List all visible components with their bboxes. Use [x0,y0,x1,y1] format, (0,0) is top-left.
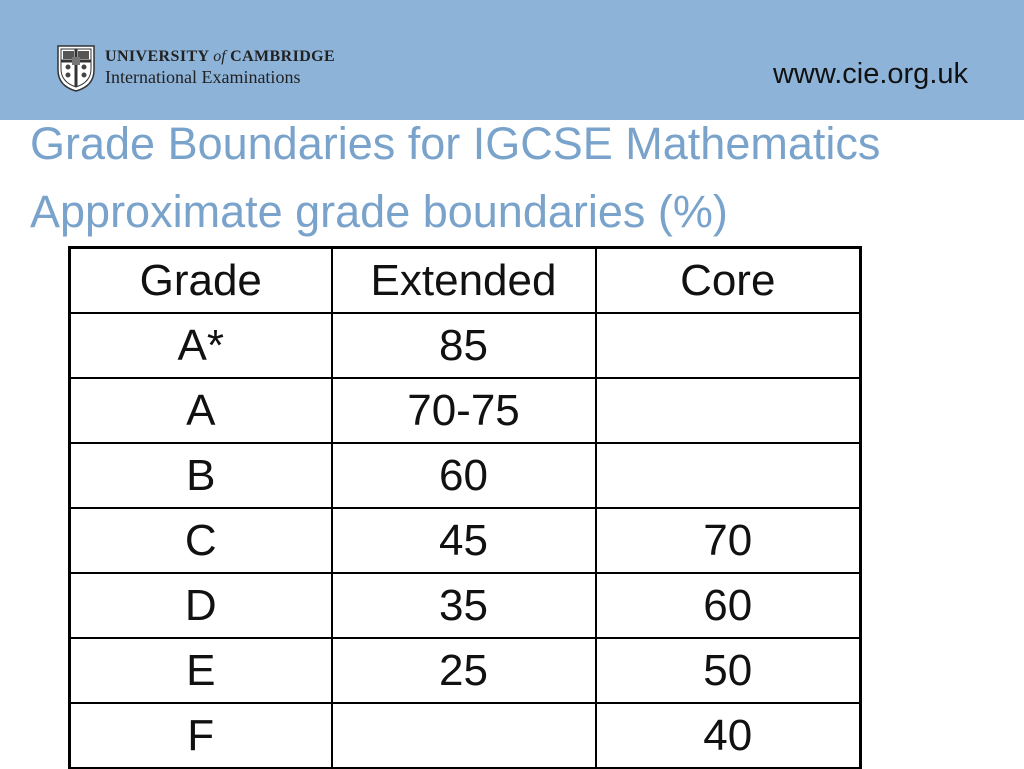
extended-cell [332,703,596,768]
column-header-core: Core [596,248,861,314]
table-row [70,443,861,508]
logo-of-word: of [213,48,226,66]
grade-cell: D [70,573,332,638]
extended-cell: 70-75 [332,378,596,443]
grade-cell: F [70,703,332,768]
page-subtitle: Approximate grade boundaries (%) [30,186,728,237]
grade-cell: B [70,443,332,508]
cambridge-logo [56,44,335,92]
extended-cell: 45 [332,508,596,573]
column-header-extended: Extended [332,248,596,314]
grade-cell: A [70,378,332,443]
table-row [70,573,861,638]
core-cell [596,378,861,443]
extended-cell: 60 [332,443,596,508]
grade-cell: A* [70,313,332,378]
website-url: www.cie.org.uk [772,58,968,90]
extended-cell: 25 [332,638,596,703]
core-cell: 60 [596,573,861,638]
table-row [70,378,861,443]
logo-subtitle: International Examinations [105,66,301,87]
core-cell: 70 [596,508,861,573]
logo-university-word: UNIVERSITY [105,48,214,66]
page-title: Grade Boundaries for IGCSE Mathematics [30,118,881,169]
cambridge-crest-icon [56,44,96,92]
table-row [70,703,861,768]
core-cell [596,443,861,508]
table-row [70,638,861,703]
extended-cell: 35 [332,573,596,638]
core-cell: 50 [596,638,861,703]
table-header-row [70,248,861,314]
grade-boundaries-table [68,246,862,769]
extended-cell: 85 [332,313,596,378]
logo-university-name [105,48,335,66]
header-band [0,0,1024,120]
table-row [70,313,861,378]
column-header-grade: Grade [70,248,332,314]
core-cell: 40 [596,703,861,768]
logo-cambridge-word: CAMBRIDGE [225,48,336,66]
core-cell [596,313,861,378]
table-row [70,508,861,573]
grade-cell: C [70,508,332,573]
grade-cell: E [70,638,332,703]
